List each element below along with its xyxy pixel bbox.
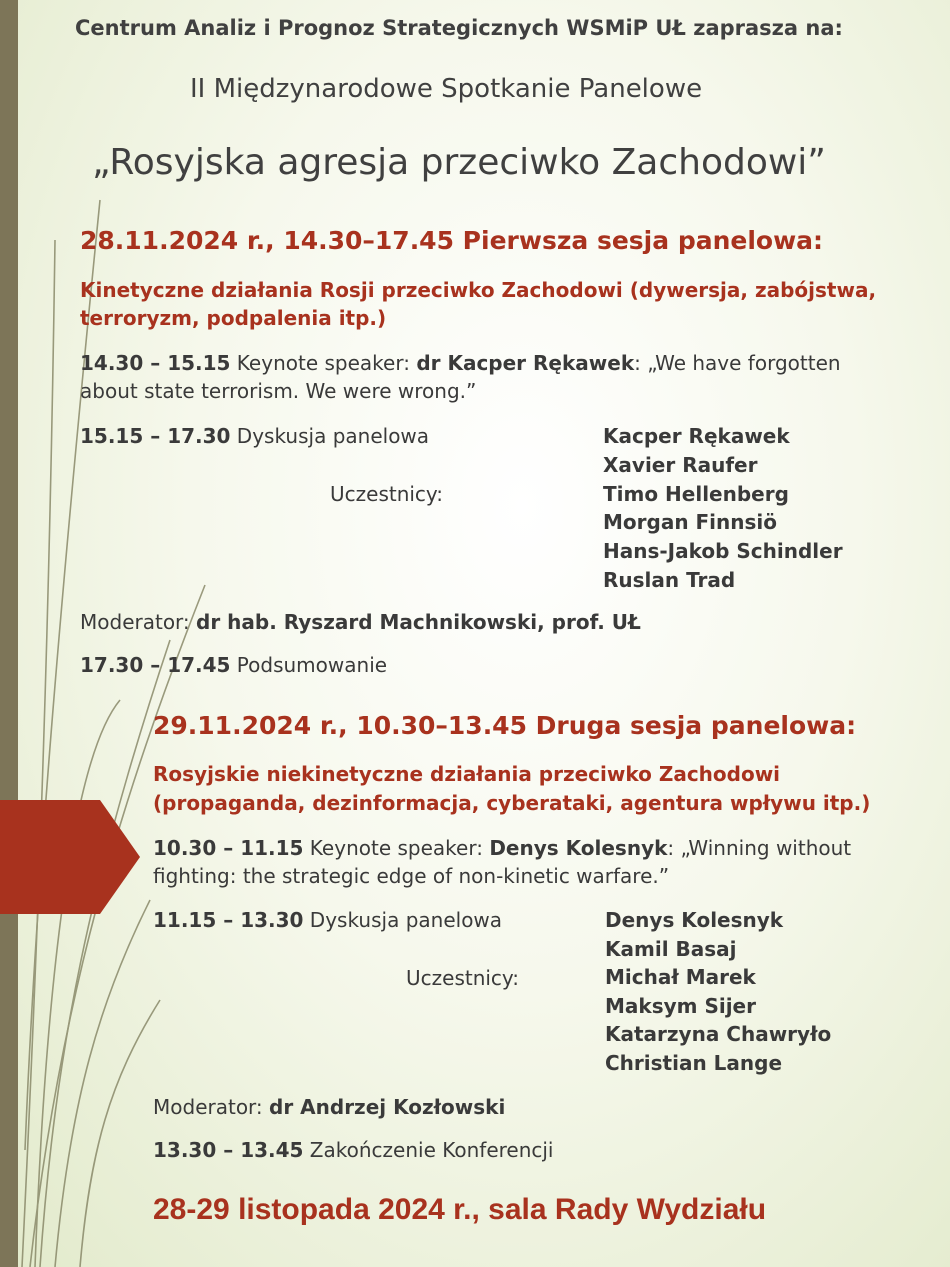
invitation-line: Centrum Analiz i Prognoz Strategicznych WSMiP UŁ zaprasza na: (75, 16, 843, 40)
session2-moderator-name: dr Andrzej Kozłowski (269, 1095, 506, 1119)
session2-closing-time: 13.30 – 13.45 (153, 1138, 304, 1162)
page-title: „Rosyjska agresja przeciwko Zachodowi” (92, 142, 826, 183)
session2-keynote (153, 834, 851, 890)
session1-participants-list (603, 422, 843, 595)
red-arrow-shape (0, 800, 145, 914)
participant: Maksym Sijer (605, 993, 756, 1018)
session2-heading: 29.11.2024 r., 10.30–13.45 Druga sesja panelowa: (153, 711, 857, 740)
session1-moderator-label: Moderator: (80, 610, 197, 634)
session1-keynote-speaker: dr Kacper Rękawek (416, 351, 635, 375)
session1-moderator (80, 608, 641, 636)
session1-summary-label: Podsumowanie (230, 653, 388, 677)
session1-participants-label: Uczestnicy: (330, 482, 444, 506)
participant: Kamil Basaj (605, 936, 737, 961)
session1-summary (80, 651, 387, 679)
session2-topic-line1: Rosyjskie niekinetyczne działania przeciwko Zachodowi (153, 762, 781, 786)
session1-panel (80, 422, 429, 450)
session2-keynote-title-1: : „Winning without (667, 836, 852, 860)
footer-date-venue: 28-29 listopada 2024 r., sala Rady Wydziału (153, 1193, 767, 1226)
session2-keynote-title-2: fighting: the strategic edge of non-kinetic warfare.” (153, 864, 670, 888)
session2-panel-label: Dyskusja panelowa (303, 908, 503, 932)
session1-keynote-time: 14.30 – 15.15 (80, 351, 231, 375)
session2-participants-label: Uczestnicy: (406, 966, 520, 990)
session2-panel (153, 906, 502, 934)
session2-keynote-label: Keynote speaker: (303, 836, 490, 860)
session2-topic (153, 760, 870, 818)
participant: Morgan Finnsiö (603, 510, 778, 535)
participant: Xavier Raufer (603, 452, 758, 477)
session2-moderator (153, 1093, 505, 1121)
session2-keynote-speaker: Denys Kolesnyk (489, 836, 668, 860)
session2-participants-list (605, 906, 831, 1078)
participant: Ruslan Trad (603, 567, 736, 592)
session1-topic (80, 276, 876, 332)
session2-keynote-time: 10.30 – 11.15 (153, 836, 304, 860)
participant: Michał Marek (605, 965, 756, 990)
participant: Kacper Rękawek (603, 424, 790, 448)
session1-moderator-name: dr hab. Ryszard Machnikowski, prof. UŁ (196, 610, 641, 634)
participant: Timo Hellenberg (603, 481, 789, 506)
participant: Katarzyna Chawryło (605, 1022, 832, 1047)
session2-closing-label: Zakończenie Konferencji (303, 1138, 554, 1162)
session1-keynote-title-2: about state terrorism. We were wrong.” (80, 379, 477, 403)
session1-summary-time: 17.30 – 17.45 (80, 653, 231, 677)
session1-keynote (80, 349, 841, 405)
session2-panel-time: 11.15 – 13.30 (153, 908, 304, 932)
participant: Hans-Jakob Schindler (603, 539, 843, 564)
participant: Christian Lange (605, 1050, 783, 1075)
event-name: II Międzynarodowe Spotkanie Panelowe (190, 74, 703, 104)
session2-topic-line2: (propaganda, dezinformacja, cyberataki, agentura wpływu itp.) (153, 791, 871, 815)
session1-keynote-title-1: : „We have forgotten (634, 351, 841, 375)
session1-heading: 28.11.2024 r., 14.30–17.45 Pierwsza sesja panelowa: (80, 226, 824, 255)
session2-closing (153, 1136, 554, 1164)
session1-panel-time: 15.15 – 17.30 (80, 424, 231, 448)
participant: Denys Kolesnyk (605, 908, 784, 932)
session1-topic-line2: terroryzm, podpalenia itp.) (80, 306, 387, 330)
session2-moderator-label: Moderator: (153, 1095, 270, 1119)
session1-panel-label: Dyskusja panelowa (230, 424, 430, 448)
session1-keynote-label: Keynote speaker: (230, 351, 417, 375)
session1-topic-line1: Kinetyczne działania Rosji przeciwko Zachodowi (dywersja, zabójstwa, (80, 278, 877, 302)
